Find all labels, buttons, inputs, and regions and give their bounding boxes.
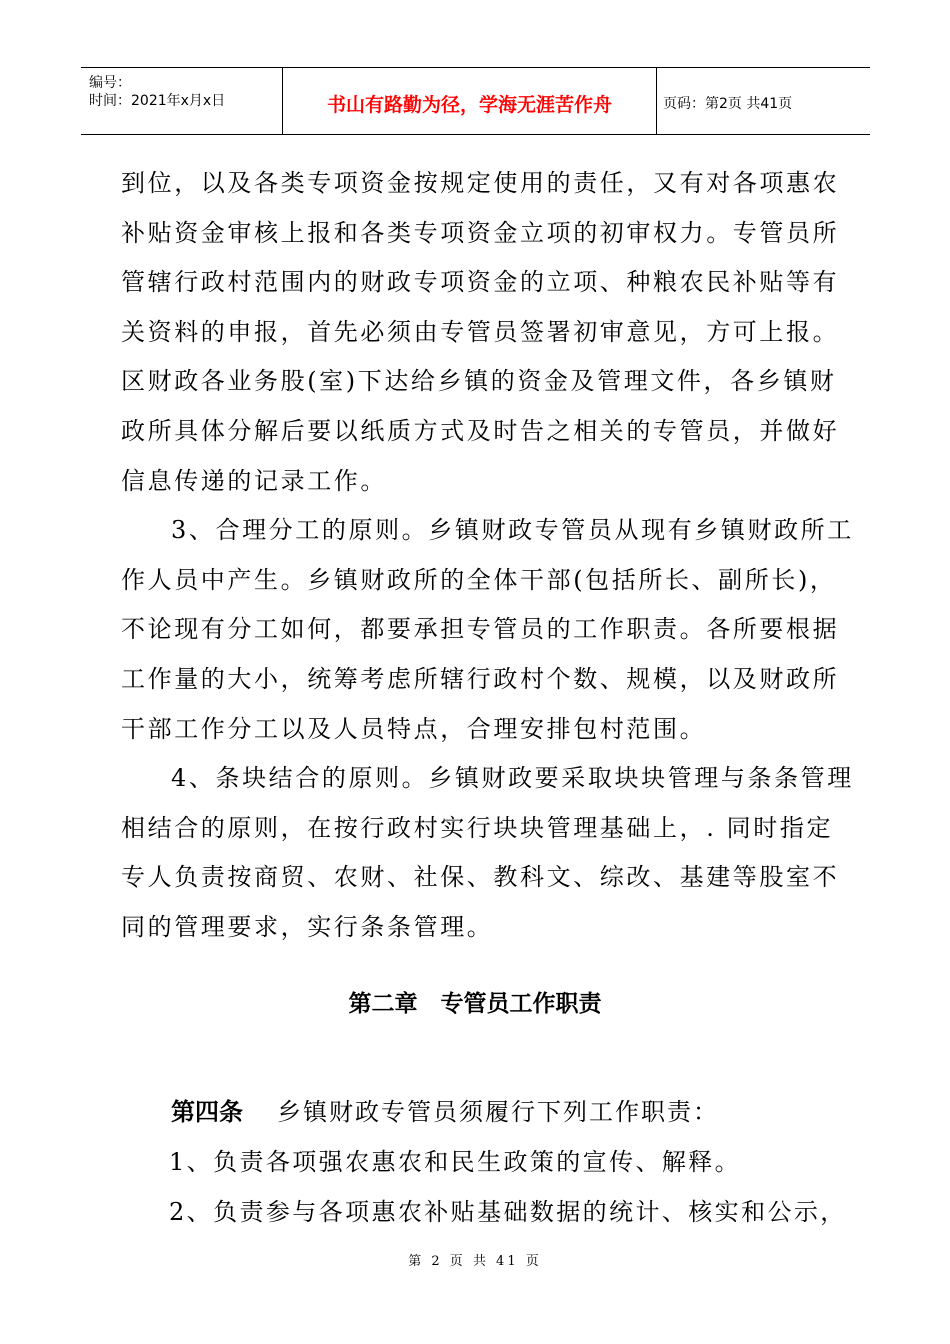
header-table <box>81 67 870 135</box>
body-text <box>121 159 854 953</box>
text-line: 作人员中产生。乡镇财政所的全体干部(包括所长、副所长)， <box>121 565 837 594</box>
article-label: 第四条 <box>171 1098 243 1126</box>
text-line: 工作量的大小，统筹考虑所辖行政村个数、规模，以及财政所 <box>121 664 840 693</box>
header-meta-cell <box>81 68 283 134</box>
text-line: 政所具体分解后要以纸质方式及时告之相关的专管员，并做好 <box>121 416 840 445</box>
paragraph-2 <box>121 506 854 754</box>
text-line: 4、条块结合的原则。乡镇财政要采取块块管理与条条管理 <box>171 764 854 793</box>
text-line: 关资料的申报，首先必须由专管员签署初审意见，方可上报。 <box>121 317 840 346</box>
text-line: 不论现有分工如何，都要承担专管员的工作职责。各所要根据 <box>121 615 840 644</box>
text-line: 信息传递的记录工作。 <box>121 466 387 495</box>
text-line: 到位，以及各类专项资金按规定使用的责任，又有对各项惠农 <box>121 169 840 197</box>
list-item: 1、负责各项强农惠农和民生政策的宣传、解释。 <box>169 1148 742 1176</box>
page-footer: 第 2 页 共 41 页 <box>408 1254 542 1269</box>
text-line: 同的管理要求，实行条条管理。 <box>121 912 494 941</box>
paragraph-3 <box>121 754 854 952</box>
text-line: 干部工作分工以及人员特点，合理安排包村范围。 <box>121 714 707 743</box>
code-label: 编号： <box>89 75 131 91</box>
text-line: 3、合理分工的原则。乡镇财政专管员从现有乡镇财政所工 <box>171 516 854 545</box>
article-text: 乡镇财政专管员须履行下列工作职责： <box>277 1098 719 1126</box>
header-motto: 书山有路勤为径，学海无涯苦作舟 <box>283 68 657 134</box>
text-line: 相结合的原则，在按行政村实行块块管理基础上，. 同时指定 <box>121 813 834 842</box>
article-heading <box>171 1092 719 1127</box>
chapter-title: 第二章 专管员工作职责 <box>348 991 602 1017</box>
list-item: 2、负责参与各项惠农补贴基础数据的统计、核实和公示， <box>169 1198 847 1226</box>
time-label: 时间：2021年x月x日 <box>89 93 226 109</box>
text-line: 补贴资金审核上报和各类专项资金立项的初审权力。专管员所 <box>121 218 840 247</box>
text-line: 管辖行政村范围内的财政专项资金的立项、种粮农民补贴等有 <box>121 268 840 297</box>
header-page-info: 页码：第2页 共41页 <box>663 96 793 112</box>
text-line: 专人负责按商贸、农财、社保、教科文、综改、基建等股室不 <box>121 863 840 892</box>
text-line: 区财政各业务股(室)下达给乡镇的资金及管理文件，各乡镇财 <box>121 367 837 396</box>
paragraph-1 <box>121 159 841 506</box>
